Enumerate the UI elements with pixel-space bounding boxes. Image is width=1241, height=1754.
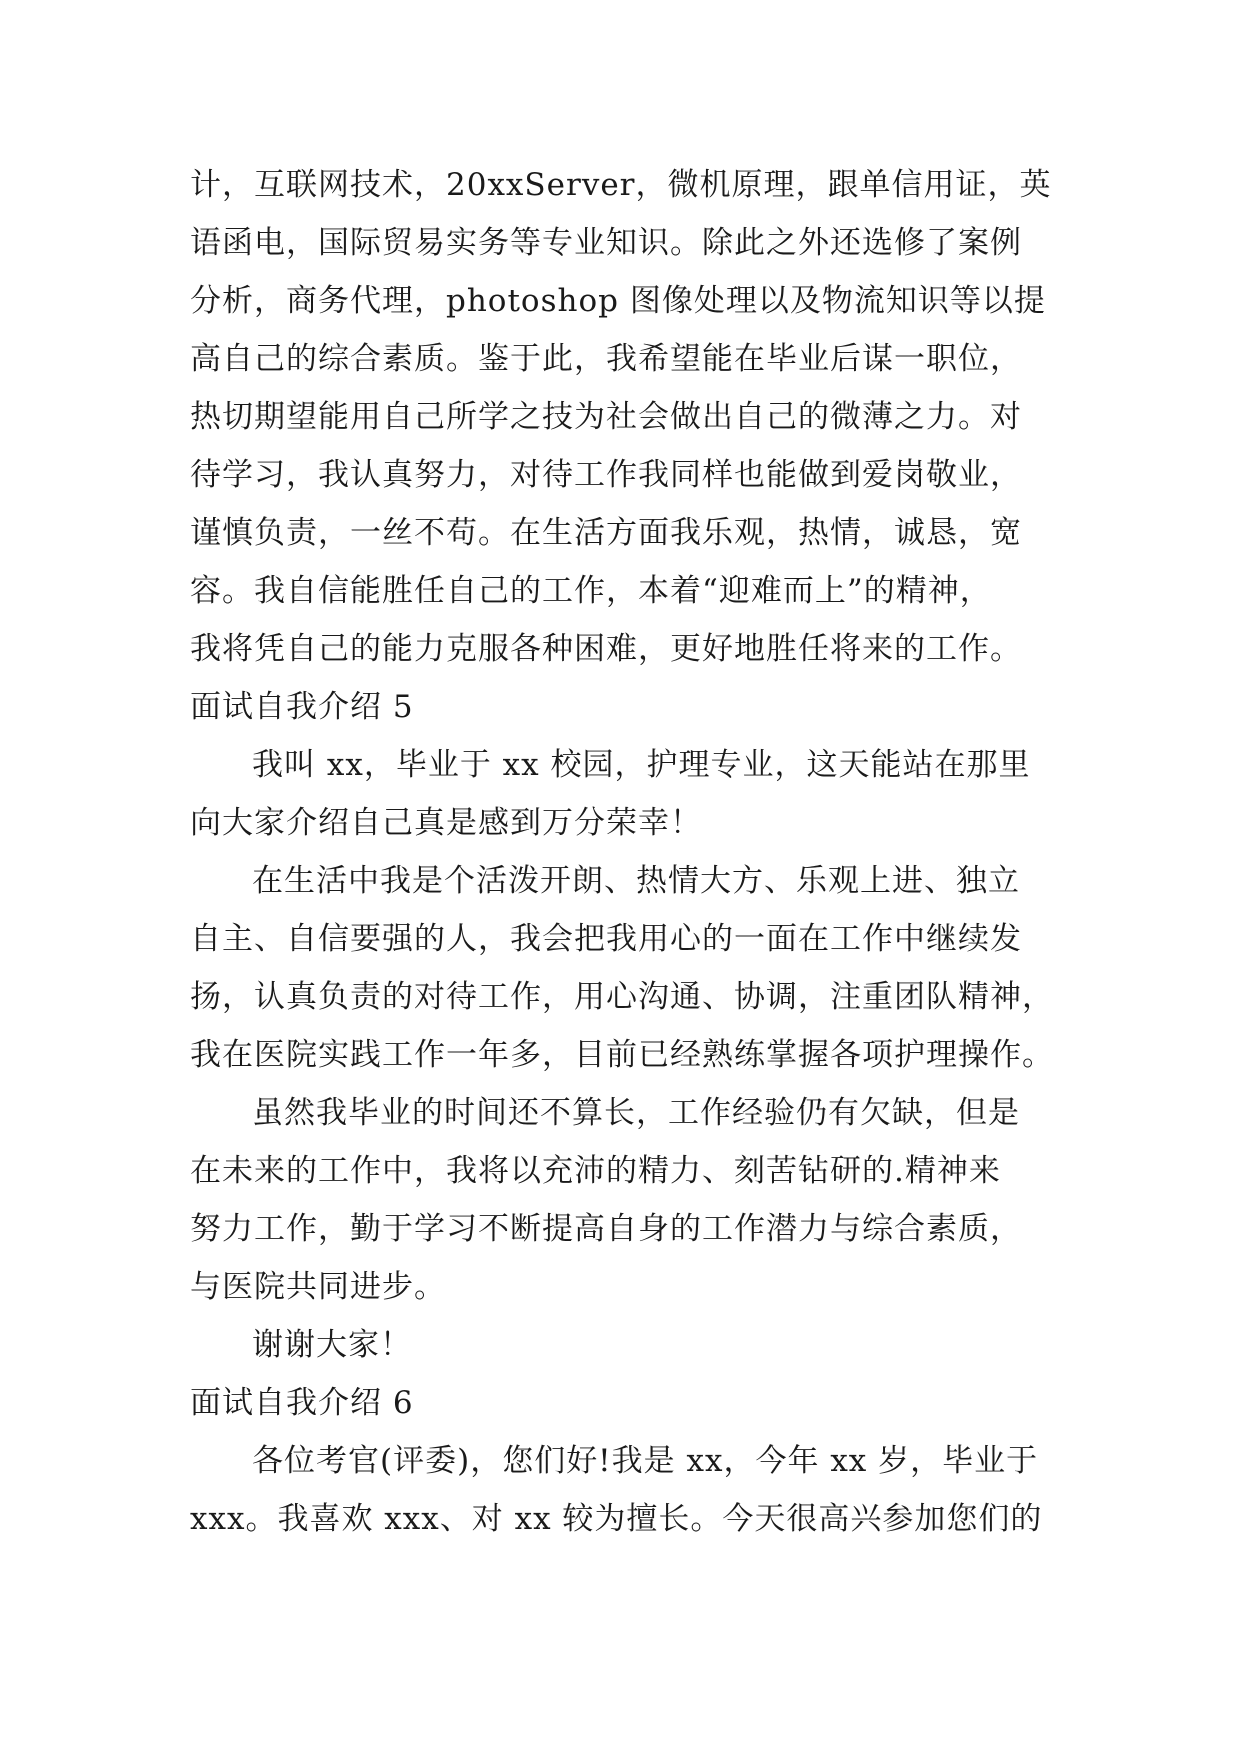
- paragraph-5-1: [190, 736, 1070, 852]
- text-line: 计，互联网技术，20xxServer，微机原理，跟单信用证，英: [190, 167, 1052, 203]
- document-body: [190, 156, 1070, 1548]
- text-line: 在未来的工作中，我将以充沛的精力、刻苦钻研的.精神来: [190, 1153, 1001, 1189]
- text-line: xxx。我喜欢 xxx、对 xx 较为擅长。今天很高兴参加您们的: [190, 1501, 1043, 1537]
- paragraph-continuation: [190, 156, 1070, 678]
- text-line: 扬，认真负责的对待工作，用心沟通、协调，注重团队精神，: [190, 979, 1054, 1015]
- text-line: 我将凭自己的能力克服各种困难，更好地胜任将来的工作。: [190, 631, 1022, 667]
- text-line: 待学习，我认真努力，对待工作我同样也能做到爱岗敬业，: [190, 457, 1022, 493]
- text-line: 各位考官(评委)，您们好!我是 xx，今年 xx 岁，毕业于: [252, 1443, 1039, 1479]
- text-line: 我在医院实践工作一年多，目前已经熟练掌握各项护理操作。: [190, 1037, 1054, 1073]
- text-line: 我叫 xx，毕业于 xx 校园，护理专业，这天能站在那里: [252, 747, 1031, 783]
- text-line: 在生活中我是个活泼开朗、热情大方、乐观上进、独立: [252, 863, 1020, 899]
- text-line: 向大家介绍自己真是感到万分荣幸！: [190, 805, 702, 841]
- text-line: 容。我自信能胜任自己的工作，本着“迎难而上”的精神，: [190, 573, 992, 609]
- paragraph-5-4: [190, 1316, 1070, 1374]
- paragraph-6-1: [190, 1432, 1070, 1548]
- paragraph-5-3: [190, 1084, 1070, 1316]
- text-line: 分析，商务代理，photoshop 图像处理以及物流知识等以提: [190, 283, 1046, 319]
- text-line: 虽然我毕业的时间还不算长，工作经验仍有欠缺，但是: [252, 1095, 1020, 1131]
- text-line: 谨慎负责，一丝不苟。在生活方面我乐观，热情，诚恳，宽: [190, 515, 1022, 551]
- paragraph-5-2: [190, 852, 1070, 1084]
- text-line: 热切期望能用自己所学之技为社会做出自己的微薄之力。对: [190, 399, 1022, 435]
- text-line: 语函电，国际贸易实务等专业知识。除此之外还选修了案例: [190, 225, 1022, 261]
- text-line: 高自己的综合素质。鉴于此，我希望能在毕业后谋一职位，: [190, 341, 1022, 377]
- section-heading-6: 面试自我介绍 6: [190, 1385, 414, 1421]
- text-line: 努力工作，勤于学习不断提高自身的工作潜力与综合素质，: [190, 1211, 1022, 1247]
- text-line: 与医院共同进步。: [190, 1269, 446, 1305]
- text-line: 谢谢大家！: [252, 1327, 412, 1363]
- text-line: 自主、自信要强的人，我会把我用心的一面在工作中继续发: [190, 921, 1022, 957]
- section-heading-5: 面试自我介绍 5: [190, 689, 414, 725]
